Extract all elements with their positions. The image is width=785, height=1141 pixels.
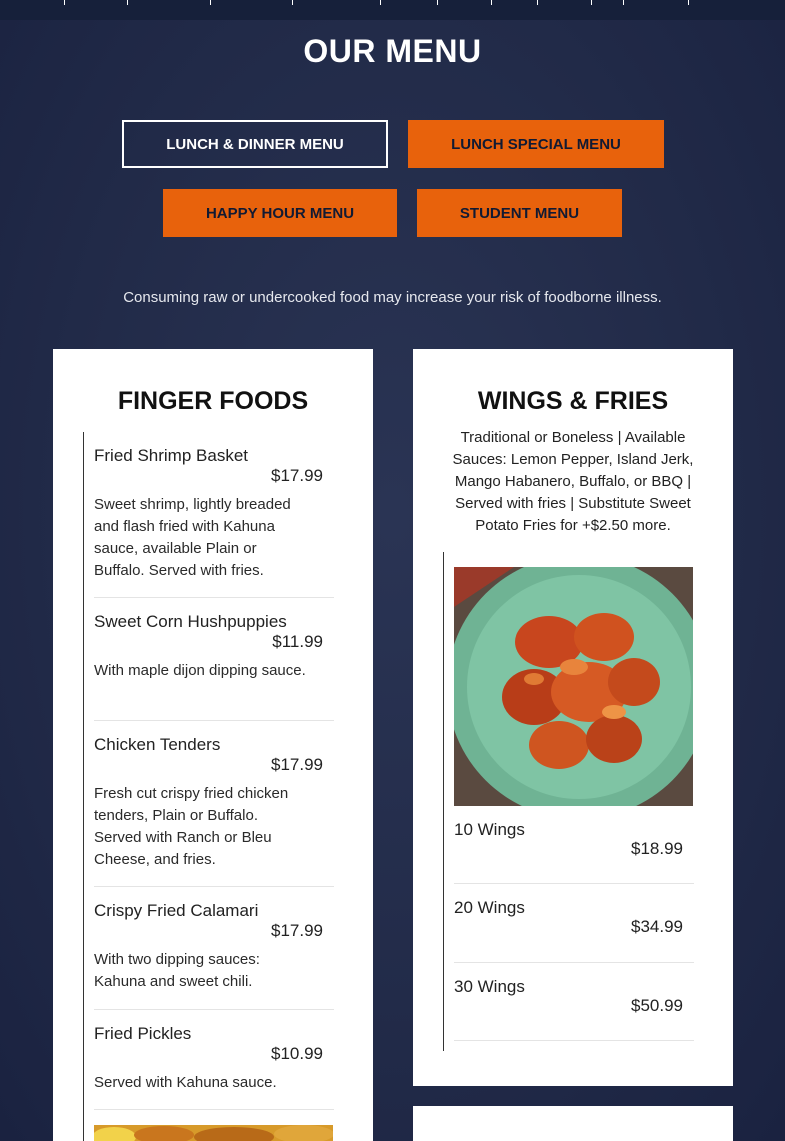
nav-divider	[64, 0, 65, 5]
section-title: FINGER FOODS	[117, 387, 309, 415]
item-name: Sweet Corn Hushpuppies	[94, 612, 287, 631]
item-price: $17.99	[271, 755, 323, 774]
wings-item	[454, 820, 694, 884]
nav-divider	[437, 0, 438, 5]
food-photo	[94, 1125, 333, 1141]
happy-hour-menu-button[interactable]: HAPPY HOUR MENU	[163, 189, 397, 237]
section-divider-line	[83, 432, 84, 1141]
nav-divider	[127, 0, 128, 5]
page-title: OUR MENU	[303, 33, 482, 69]
item-price: $10.99	[271, 1044, 323, 1063]
nav-divider	[380, 0, 381, 5]
menu-item	[94, 1024, 334, 1114]
item-divider	[454, 962, 694, 963]
student-menu-button[interactable]: STUDENT MENU	[417, 189, 622, 237]
menu-item	[94, 901, 334, 1001]
item-divider	[94, 886, 334, 887]
item-description: Sweet shrimp, lightly breaded and flash fried with Kahuna sauce, available Plain or Buffalo. Served with fries.	[94, 496, 291, 579]
item-price: $11.99	[272, 632, 323, 651]
item-name: 10 Wings	[454, 820, 525, 839]
item-name: Chicken Tenders	[94, 735, 221, 754]
wings-item	[454, 898, 694, 962]
item-price: $50.99	[631, 996, 683, 1015]
nav-divider	[491, 0, 492, 5]
item-description: With maple dijon dipping sauce.	[94, 662, 306, 679]
lunch-dinner-menu-button[interactable]: LUNCH & DINNER MENU	[122, 120, 388, 168]
nav-divider	[623, 0, 624, 5]
item-name: Fried Shrimp Basket	[94, 446, 248, 465]
nav-divider	[292, 0, 293, 5]
item-price: $18.99	[631, 839, 683, 858]
menu-item	[94, 446, 334, 586]
lunch-special-menu-button[interactable]: LUNCH SPECIAL MENU	[408, 120, 664, 168]
item-name: 20 Wings	[454, 898, 525, 917]
nav-divider	[537, 0, 538, 5]
section-description: Traditional or Boneless | Available Sauces: Lemon Pepper, Island Jerk, Mango Habanero, Buffalo, or BBQ | Served with fries | Substitute Sweet Potato Fries for +$2.50 more.	[452, 429, 694, 534]
item-name: Crispy Fried Calamari	[94, 901, 259, 920]
item-price: $17.99	[271, 466, 323, 485]
item-description: Served with Kahuna sauce.	[94, 1074, 277, 1091]
next-menu-card	[413, 1106, 733, 1141]
item-name: 30 Wings	[454, 977, 525, 996]
item-divider	[454, 883, 694, 884]
section-divider-line	[443, 552, 444, 1051]
item-divider	[454, 1040, 694, 1041]
wings-photo	[454, 567, 693, 806]
menu-item	[94, 612, 334, 712]
item-divider	[94, 597, 334, 598]
item-description: Fresh cut crispy fried chicken tenders, Plain or Buffalo. Served with Ranch or Bleu Cheese, and fries.	[94, 785, 289, 868]
item-divider	[94, 1109, 334, 1110]
item-name: Fried Pickles	[94, 1024, 192, 1043]
item-description: With two dipping sauces: Kahuna and sweet chili.	[94, 951, 260, 990]
wings-item	[454, 977, 694, 1041]
nav-divider	[210, 0, 211, 5]
top-navigation-bar	[0, 0, 785, 20]
foodborne-illness-warning: Consuming raw or undercooked food may increase your risk of foodborne illness.	[123, 289, 662, 306]
item-price: $17.99	[271, 921, 323, 940]
nav-divider	[688, 0, 689, 5]
section-title: WINGS & FRIES	[477, 387, 669, 415]
item-price: $34.99	[631, 917, 683, 936]
item-divider	[94, 1009, 334, 1010]
item-divider	[94, 720, 334, 721]
menu-item	[94, 735, 334, 875]
nav-divider	[591, 0, 592, 5]
